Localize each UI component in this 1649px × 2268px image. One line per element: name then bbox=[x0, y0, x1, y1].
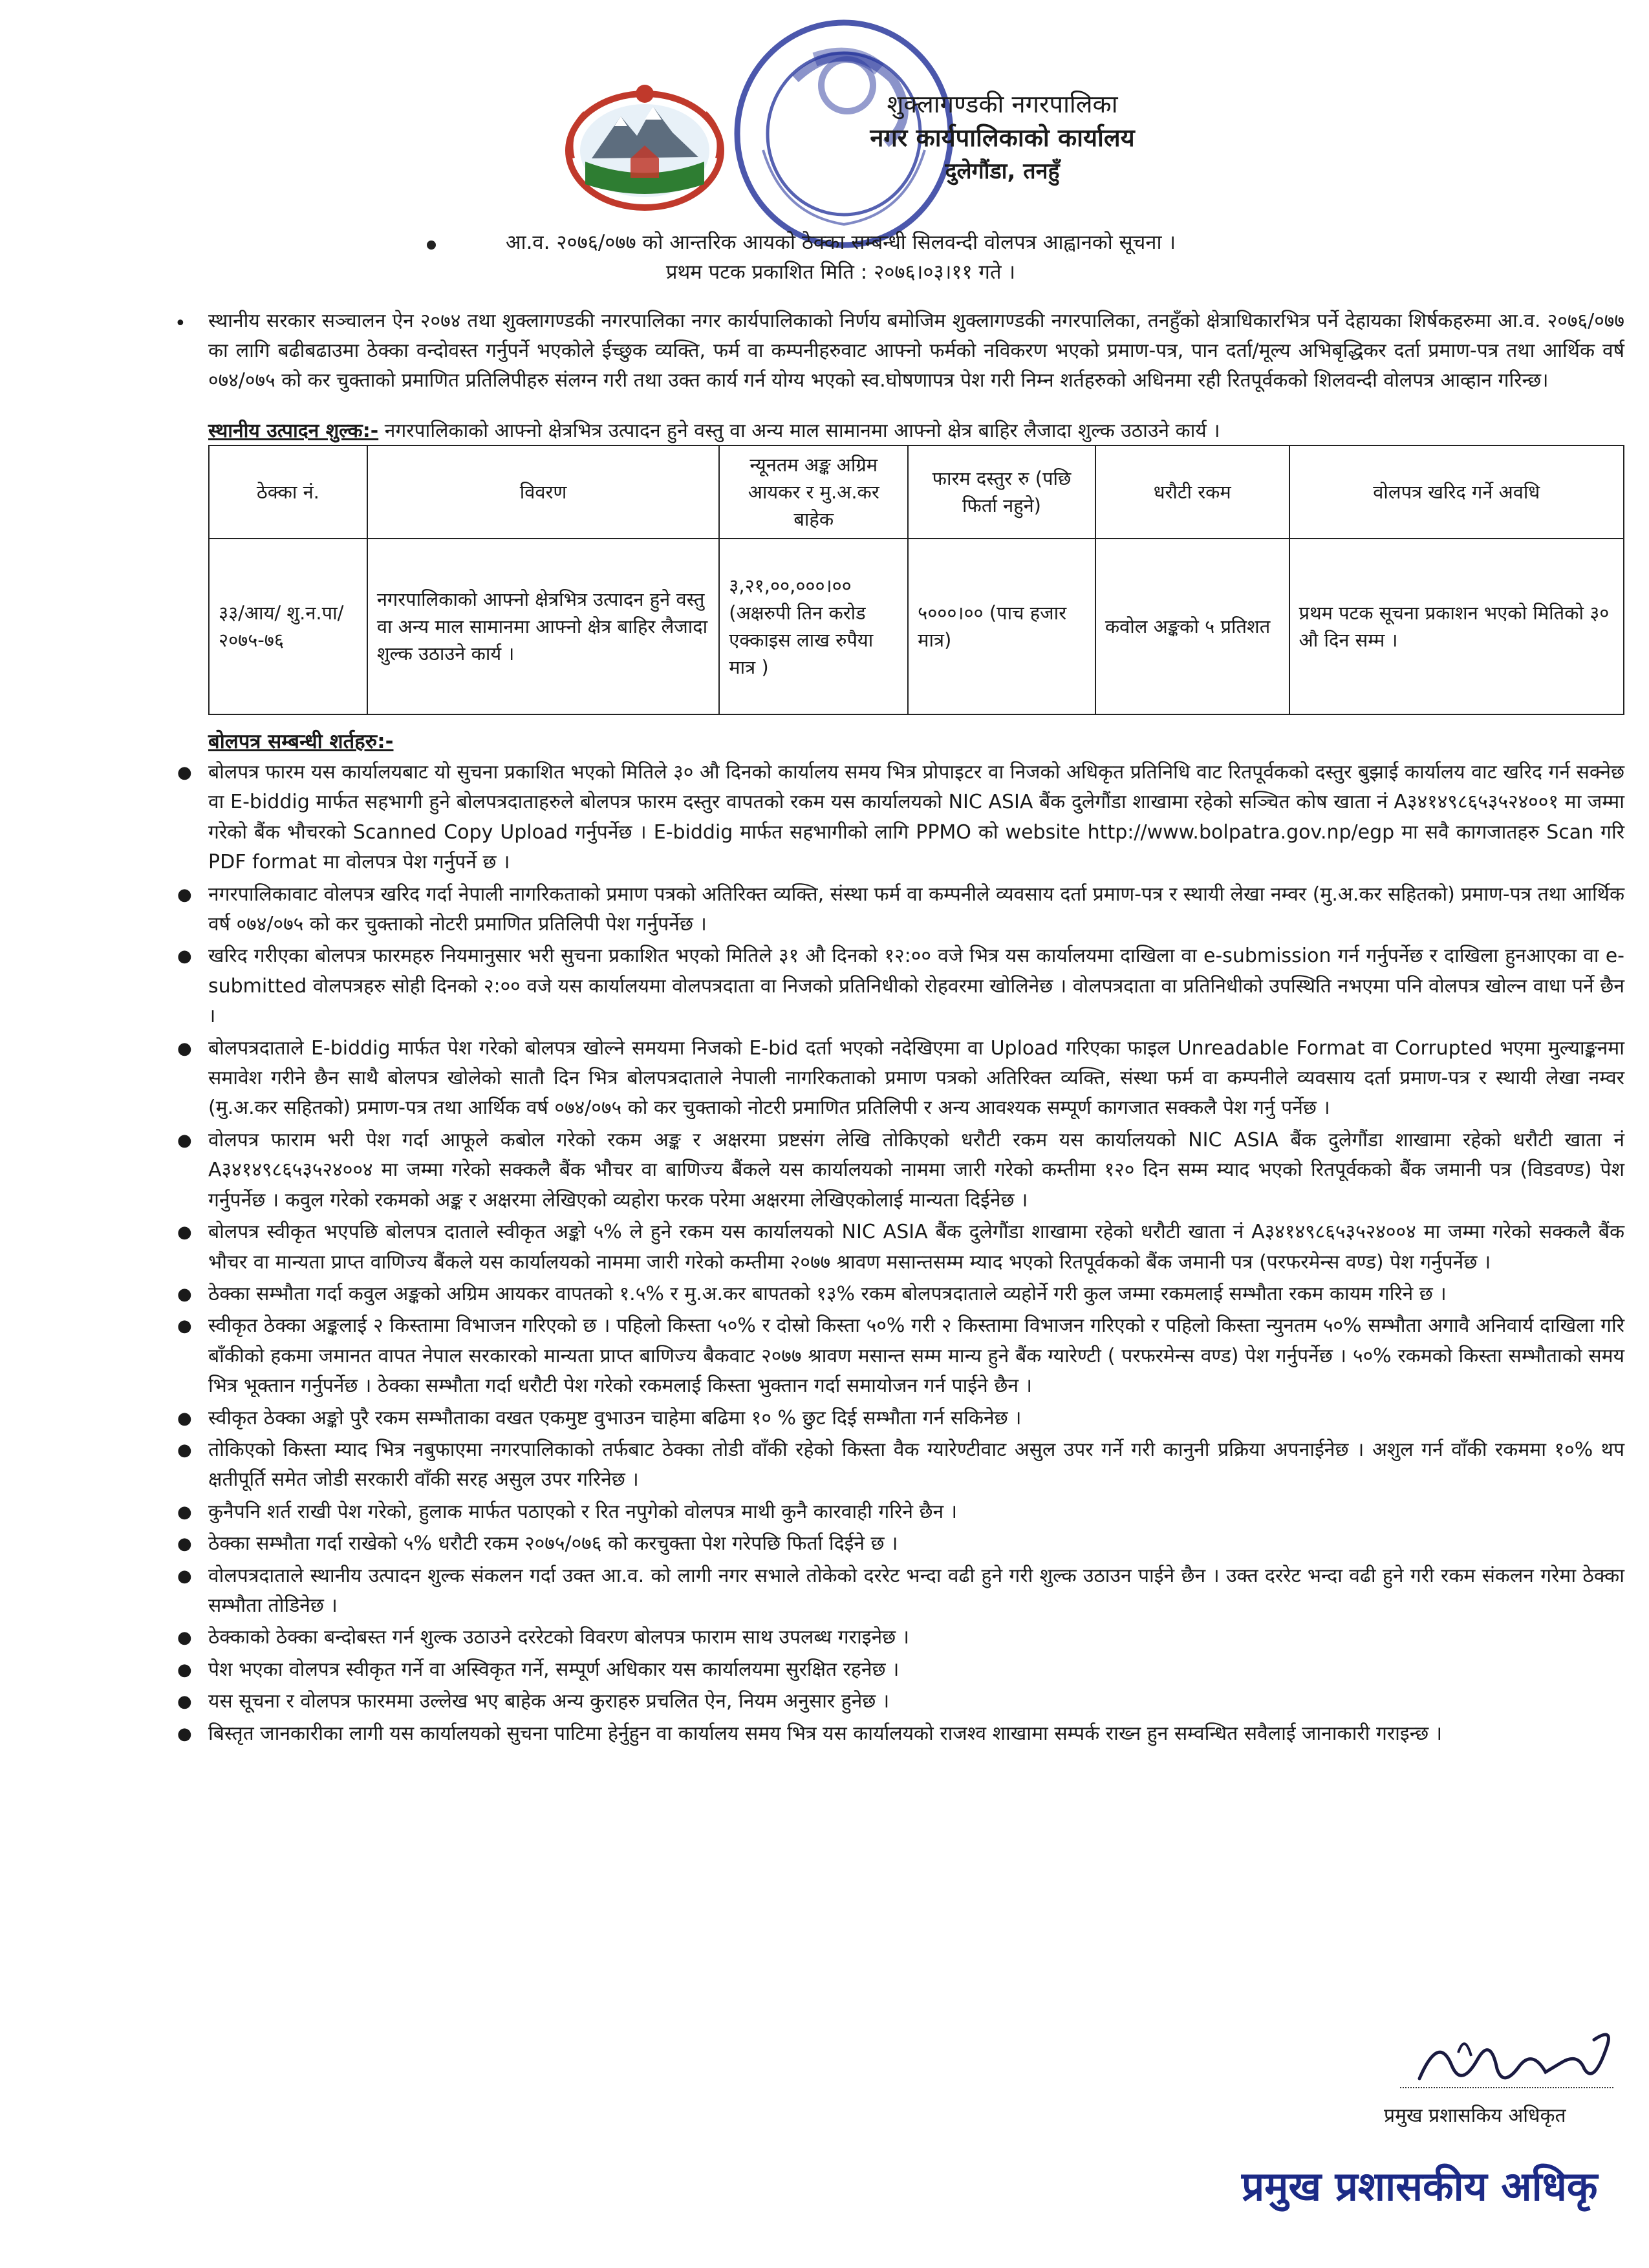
table-header: विवरण bbox=[367, 445, 719, 539]
condition-text: कुनैपनि शर्त राखी पेश गरेको, हुलाक मार्फत पठाएको र रित नपुगेको वोलपत्र माथी कुनै कारवाही गरिने छैन । bbox=[208, 1500, 958, 1523]
list-item bbox=[177, 1719, 1624, 1749]
levy-label: स्थानीय उत्पादन शुल्क:- bbox=[208, 420, 379, 442]
office-heading bbox=[711, 87, 1293, 188]
list-item bbox=[177, 1623, 1624, 1653]
intro-text: स्थानीय सरकार सञ्चालन ऐन २०७४ तथा शुक्लागण्डकी नगरपालिका नगर कार्यपालिकाको निर्णय बमोजिम शुक्लागण्डकी नगरपालिका, तनहुँको क्षेत्राधिकारभित्र पर्ने देहायका शिर्षकहरुमा आ.व. २०७६/०७७ का लागि बढीबढाउमा ठेक्का वन्दोवस्त गर्नुपर्ने भएकोले ईच्छुक व्यक्ति, फर्म वा कम्पनीहरुवाट आफ्नो फर्मको नविकरण भएको प्रमाण-पत्र, पान दर्ता/मूल्य अभिबृद्धिकर दर्ता प्रमाण-पत्र तथा आर्थिक वर्ष ०७४/०७५ को कर चुक्ताको प्रमाणित प्रतिलिपीहरु संलग्न गरी तथा उक्त कार्य गर्न योग्य भएको स्व.घोषणापत्र पेश गरी निम्न शर्तहरुको अधिनमा रही रितपूर्वकको शिलवन्दी वोलपत्र आव्हान गरिन्छ। bbox=[208, 310, 1624, 392]
levy-line bbox=[208, 416, 1624, 446]
signature-line bbox=[1400, 2087, 1613, 2088]
table-cell-form-fee: ५०००।०० (पाच हजार मात्र) bbox=[908, 539, 1095, 714]
bullet-icon: ● bbox=[177, 1724, 192, 1744]
list-item bbox=[177, 1404, 1624, 1433]
intro-paragraph bbox=[175, 306, 1624, 396]
signatory-role: प्रमुख प्रशासकिय अधिकृत bbox=[1384, 2104, 1566, 2127]
list-item bbox=[177, 1497, 1624, 1527]
list-item bbox=[177, 880, 1624, 940]
condition-text: बोलपत्र फारम यस कार्यालयबाट यो सुचना प्रकाशित भएको मितिले ३० औ दिनको कार्यालय समय भित्र प्रोपाइटर वा निजको अधिकृत प्रतिनिधि वाट रितपूर्वकको दस्तुर बुझाई कार्यालय वाट खरिद गर्न सक्नेछ वा E-biddig मार्फत सहभागी हुने बोलपत्रदाताहरुले बोलपत्र फारम दस्तुर वापतको रकम यस कार्यालयको NIC ASIA बैंक दुलेगौंडा शाखामा रहेको सञ्चित कोष खाता नं A३४१४९८६५३५२४००१ मा जम्मा गरेको बैंक भौचरको Scanned Copy Upload गर्नुपर्नेछ । E-biddig मार्फत सहभागीको लागि PPMO को website http://www.bolpatra.gov.np/egp मा सवै कागजातहरु Scan गरि PDF format मा वोलपत्र पेश गर्नुपर्ने छ । bbox=[208, 761, 1624, 874]
condition-text: पेश भएका वोलपत्र स्वीकृत गर्ने वा अस्विकृत गर्ने, सम्पूर्ण अधिकार यस कार्यालयमा सुरक्षित रहनेछ । bbox=[208, 1658, 900, 1681]
bullet-icon: ● bbox=[177, 763, 192, 782]
condition-text: ठेक्का सम्भौता गर्दा राखेको ५% धरौटी रकम २०७५/०७६ को करचुक्ता पेश गरेपछि फिर्ता दिईने छ । bbox=[208, 1532, 898, 1556]
list-item bbox=[177, 1217, 1624, 1278]
bullet-icon: ● bbox=[177, 1440, 192, 1460]
bullet-icon: ● bbox=[177, 1130, 192, 1150]
condition-text: स्वीकृत ठेक्का अङ्कलाई २ किस्तामा विभाजन गरिएको छ । पहिलो किस्ता ५०% र दोस्रो किस्ता ५०% गरी २ किस्तामा विभाजन गरिएको र पहिलो किस्ता न्युनतम ५०% सम्भौता अगावै अनिवार्य दाखिला गरि बाँकीको हकमा जमानत वापत नेपाल सरकारको मान्यता प्राप्त बाणिज्य बैकवाट २०७७ श्रावण मसान्त सम्म मान्य हुने बैंक ग्यारेण्टी ( परफरमेन्स वण्ड) पेश गर्नुपर्नेछ । ५०% रकमको किस्ता सम्भौताको समय भित्र भूक्तान गर्नुपर्नेछ । ठेक्का सम्भौता गर्दा धरौटी पेश गरेको रकमलाई किस्ता भुक्तान गर्दा समायोजन गर्न पाईने छैन । bbox=[208, 1314, 1624, 1398]
list-item bbox=[177, 1529, 1624, 1559]
list-item bbox=[177, 758, 1624, 878]
bullet-icon: ● bbox=[177, 1038, 192, 1058]
condition-text: बोलपत्रदाताले E-biddig मार्फत पेश गरेको बोलपत्र खोल्ने समयमा निजको E-bid दर्ता भएको नदेखिएमा वा Upload गरिएका फाइल Unreadable Format वा Corrupted भएमा मुल्याङ्कनमा समावेश गरीने छैन साथै बोलपत्र खोलेको सातौ दिन भित्र बोलपत्रदाताले नेपाली नागरिकताको प्रमाण पत्रको अतिरिक्त व्यक्ति, संस्था फर्म वा कम्पनीले व्यवसाय दर्ता प्रमाण-पत्र र स्थायी लेखा नम्वर (मु.अ.कर सहितको) प्रमाण-पत्र तथा आर्थिक वर्ष ०७४/०७५ को कर चुक्ताको नोटरी प्रमाणित प्रतिलिपी र अन्य आवश्यक सम्पूर्ण कागजात सक्कलै पेश गर्नु पर्नेछ । bbox=[208, 1036, 1624, 1120]
condition-text: बोलपत्र स्वीकृत भएपछि बोलपत्र दाताले स्वीकृत अङ्को ५% ले हुने रकम यस कार्यालयको NIC ASIA बैंक दुलेगौंडा शाखामा रहेको धरौटी खाता नं A३४१४९८६५३५२४००४ मा जम्मा गरेको सक्कलै बैंक भौचर वा मान्यता प्राप्त वाणिज्य बैंकले यस कार्यालयको नाममा जारी गरेको कम्तीमा २०७७ श्रावण मसान्तसम्म म्याद भएको रितपूर्वकको बैंक जमानी पत्र (परफरमेन्स वण्ड) पेश गर्नुपर्नेछ । bbox=[208, 1221, 1624, 1274]
condition-text: वोलपत्रदाताले स्थानीय उत्पादन शुल्क संकलन गर्दा उक्त आ.व. को लागी नगर सभाले तोकेको दररेट भन्दा वढी हुने गरी शुल्क उठाउन पाईने छैन । उक्त दररेट भन्दा वढी हुने गरी रकम संकलन गरेमा ठेक्का सम्भौता तोडिनेछ । bbox=[208, 1564, 1624, 1617]
condition-text: नगरपालिकावाट वोलपत्र खरिद गर्दा नेपाली नागरिकताको प्रमाण पत्रको अतिरिक्त व्यक्ति, संस्था फर्म वा कम्पनीले व्यवसाय दर्ता प्रमाण-पत्र र स्थायी लेखा नम्वर (मु.अ.कर सहितको) प्रमाण-पत्र तथा आर्थिक वर्ष ०७४/०७५ को कर चुक्ताको नोटरी प्रमाणित प्रतिलिपी पेश गर्नुपर्नेछ । bbox=[208, 883, 1624, 936]
table-cell-description: नगरपालिकाको आफ्नो क्षेत्रभित्र उत्पादन हुने वस्तु वा अन्य माल सामानमा आफ्नो क्षेत्र बाहिर लैजादा शुल्क उठाउने कार्य । bbox=[367, 539, 719, 714]
bullet-icon: ● bbox=[177, 1223, 192, 1243]
table-header: वोलपत्र खरिद गर्ने अवधि bbox=[1289, 445, 1624, 539]
list-item bbox=[177, 1034, 1624, 1124]
table-header: ठेक्का नं. bbox=[209, 445, 367, 539]
table-cell-minimum-amount: ३,२१,००,०००।०० (अक्षरुपी तिन करोड एक्काइस लाख रुपैया मात्र ) bbox=[719, 539, 908, 714]
table-header-row bbox=[209, 445, 1624, 539]
list-item bbox=[177, 941, 1624, 1031]
bullet-icon: ● bbox=[177, 1502, 192, 1522]
conditions-heading: बोलपत्र सम्बन्धी शर्तहरु:- bbox=[208, 730, 394, 753]
condition-text: तोकिएको किस्ता म्याद भित्र नबुफाएमा नगरपालिकाको तर्फबाट ठेक्का तोडी वाँकी रहेको किस्ता वैक ग्यारेण्टीवाट असुल उपर गर्ने गरी कानुनी प्रक्रिया अपनाईनेछ । अशुल गर्न वाँकी रकममा १०% थप क्षतीपूर्ति समेत जोडी सरकारी वाँकी सरह असुल उपर गरिनेछ । bbox=[208, 1438, 1624, 1492]
bullet-icon: ● bbox=[177, 1660, 192, 1680]
list-item bbox=[177, 1435, 1624, 1495]
office-name: शुक्लागण्डकी नगरपालिका bbox=[887, 90, 1118, 118]
bullet-icon: ● bbox=[177, 1316, 192, 1336]
notice-title: आ.व. २०७६/०७७ को आन्तरिक आयको ठेक्का सम्बन्धी सिलवन्दी वोलपत्र आह्वानको सूचना । bbox=[505, 231, 1176, 254]
list-item bbox=[177, 1126, 1624, 1215]
table-cell-contract-no: ३३/आय/ शु.न.पा/ २०७५-७६ bbox=[209, 539, 367, 714]
list-item bbox=[177, 1655, 1624, 1685]
table-header: न्यूनतम अङ्क अग्रिम आयकर र मु.अ.कर बाहेक bbox=[719, 445, 908, 539]
condition-text: ठेक्काको ठेक्का बन्दोबस्त गर्न शुल्क उठाउने दररेटको विवरण बोलपत्र फाराम साथ उपलब्ध गराइनेछ । bbox=[208, 1626, 910, 1649]
levy-text: नगरपालिकाको आफ्नो क्षेत्रभित्र उत्पादन हुने वस्तु वा अन्य माल सामानमा आफ्नो क्षेत्र बाहिर लैजादा शुल्क उठाउने कार्य । bbox=[378, 420, 1220, 442]
bullet-icon: ● bbox=[177, 1284, 192, 1304]
intro-bullet-icon: • bbox=[175, 312, 186, 335]
table-cell-purchase-period: प्रथम पटक सूचना प्रकाशन भएको मितिको ३० औ दिन सम्म । bbox=[1289, 539, 1624, 714]
office-address: दुलेगौंडा, तनहुँ bbox=[945, 158, 1060, 184]
bullet-icon: ● bbox=[177, 1534, 192, 1554]
list-item bbox=[177, 1561, 1624, 1621]
condition-text: बिस्तृत जानकारीका लागी यस कार्यालयको सुचना पाटिमा हेर्नुहुन वा कार्यालय समय भित्र यस कार्यालयको राजश्व शाखामा सम्पर्क राख्न हुन सम्वन्धित सवैलाई जानाकारी गराइन्छ । bbox=[208, 1722, 1443, 1745]
bullet-icon: ● bbox=[177, 1566, 192, 1586]
list-item bbox=[177, 1279, 1624, 1309]
list-item bbox=[177, 1687, 1624, 1717]
condition-text: ठेक्का सम्भौता गर्दा कवुल अङ्कको अग्रिम आयकर वापतको १.५% र मु.अ.कर बापतको १३% रकम बोलपत्रदाताले व्यहोर्ने गरी कुल जम्मा रकमलाई सम्भौता रकम कायम गरिने छ । bbox=[208, 1282, 1447, 1305]
conditions-list bbox=[177, 758, 1624, 1751]
nepal-emblem-icon bbox=[559, 81, 731, 213]
table-header: फारम दस्तुर रु (पछि फिर्ता नहुने) bbox=[908, 445, 1095, 539]
office-title: नगर कार्यपालिकाको कार्यालय bbox=[870, 123, 1135, 152]
condition-text: वोलपत्र फाराम भरी पेश गर्दा आफूले कबोल गरेको रकम अङ्क र अक्षरमा प्रष्टसंग लेखि तोकिएको धरौटी रकम यस कार्यालयको NIC ASIA बैंक दुलेगौंडा शाखामा रहेको धरौटी खाता नं A३४१४९८६५३५२४००४ मा जम्मा गरेको सक्कलै बैंक भौचर वा बाणिज्य बैंकले यस कार्यालयको नाममा जारी गरेको कम्तीमा १२० दिन सम्म म्याद भएको रितपूर्वकको बैंक जमानी पत्र (विडवण्ड) पेश गर्नुपर्नेछ । कवुल गरेको रकमको अङ्क र अक्षरमा लेखिएको व्यहोरा फरक परेमा अक्षरमा लेखिएकोलाई मान्यता दिईनेछ । bbox=[208, 1128, 1624, 1212]
publish-date: प्रथम पटक प्रकाशित मिति : २०७६।०३।११ गते । bbox=[665, 261, 1016, 284]
table-cell-deposit: कवोल अङ्कको ५ प्रतिशत bbox=[1095, 539, 1289, 714]
list-item bbox=[177, 1311, 1624, 1401]
handwritten-signature bbox=[1400, 2007, 1626, 2104]
table-header: धरौटी रकम bbox=[1095, 445, 1289, 539]
table-row bbox=[209, 539, 1624, 714]
condition-text: यस सूचना र वोलपत्र फारममा उल्लेख भए बाहेक अन्य कुराहरु प्रचलित ऐन, नियम अनुसार हुनेछ । bbox=[208, 1690, 890, 1713]
bullet-icon: ● bbox=[177, 947, 192, 967]
designation-stamp: प्रमुख प्रशासकीय अधिकृ bbox=[1242, 2163, 1598, 2210]
bullet-icon: ● bbox=[177, 1628, 192, 1648]
bullet-icon: ● bbox=[177, 884, 192, 904]
bullet-icon: ● bbox=[177, 1408, 192, 1428]
condition-text: खरिद गरीएका बोलपत्र फारमहरु नियमानुसार भरी सुचना प्रकाशित भएको मितिले ३१ औ दिनको १२:०० वजे भित्र यस कार्यालयमा दाखिला वा e-submission गर्न गर्नुपर्नेछ र दाखिला हुनआएका वा e-submitted वोलपत्रहरु सोही दिनको २:०० वजे यस कार्यालयमा वोलपत्रदाता वा निजको प्रतिनिधीको रोहवरमा खोलिनेछ । वोलपत्रदाता वा प्रतिनिधीको उपस्थिति नभएमा पनि वोलपत्र खोल्न वाधा पर्ने छैन । bbox=[208, 945, 1624, 1028]
bullet-icon: ● bbox=[177, 1692, 192, 1712]
tender-table bbox=[208, 445, 1624, 715]
condition-text: स्वीकृत ठेक्का अङ्को पुरै रकम सम्भौताका वखत एकमुष्ट वुभाउन चाहेमा बढिमा १० % छुट दिई सम्भौता गर्न सकिनेछ । bbox=[208, 1406, 1022, 1429]
notice-title-block bbox=[194, 228, 1487, 287]
